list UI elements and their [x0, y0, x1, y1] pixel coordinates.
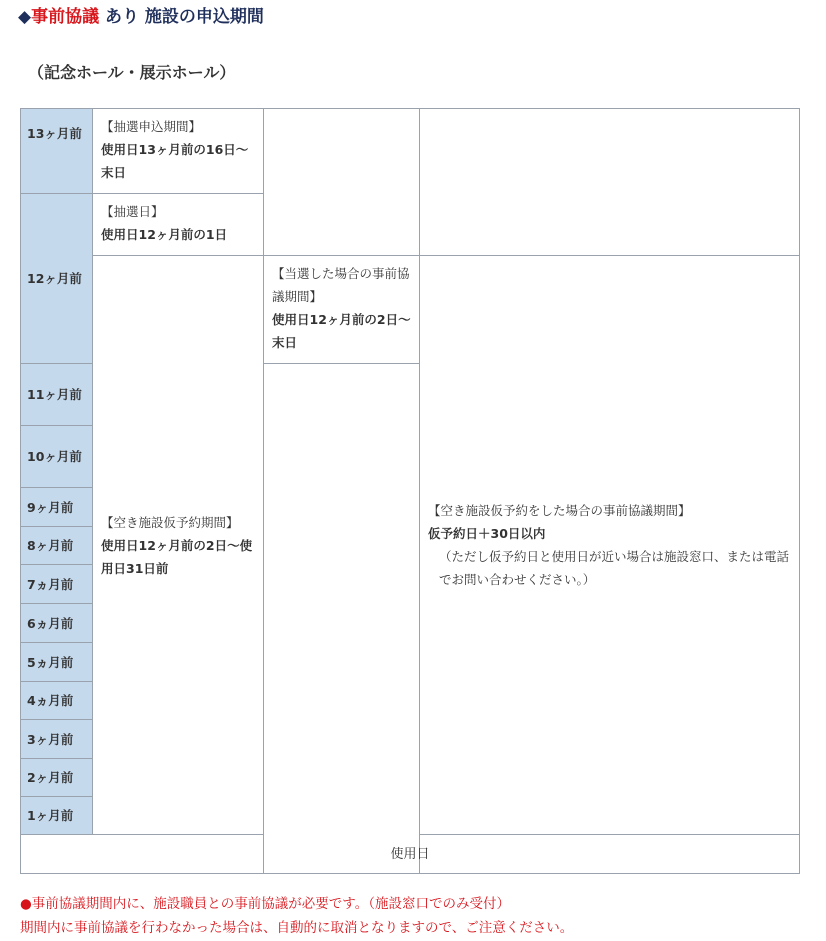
- month-5: 5ヵ月前: [21, 643, 93, 682]
- month-7: 7ヵ月前: [21, 565, 93, 604]
- month-11: 11ヶ月前: [21, 364, 93, 426]
- won-consult-heading: 【当選した場合の事前協議期間】: [272, 266, 410, 304]
- lottery-day-date: 使用日12ヶ月前の1日: [101, 227, 228, 242]
- month-2: 2ヶ月前: [21, 759, 93, 797]
- empty-cell: [420, 109, 800, 256]
- lottery-apply-period: 使用日13ヶ月前の16日～末日: [101, 142, 249, 180]
- month-12: 12ヶ月前: [21, 194, 93, 364]
- month-13: 13ヶ月前: [21, 109, 93, 194]
- vacant-consult-cell: [420, 256, 800, 835]
- notes: [20, 892, 573, 940]
- table-row: [21, 109, 800, 194]
- vacant-reservation-cell: [93, 256, 264, 835]
- application-period-table: [20, 108, 800, 874]
- month-9: 9ヶ月前: [21, 488, 93, 527]
- title-rest: あり 施設の申込期間: [99, 7, 264, 27]
- vacant-consult-period: 仮予約日＋30日以内: [428, 526, 546, 541]
- vacant-reservation-heading: 【空き施設仮予約期間】: [101, 514, 239, 530]
- vacant-consult-note: （ただし仮予約日と使用日が近い場合は施設窓口、または電話でお問い合わせください。）: [439, 549, 790, 587]
- use-day-bar: 使用日: [21, 835, 800, 874]
- month-4: 4ヵ月前: [21, 682, 93, 720]
- diamond-marker: ◆: [18, 7, 32, 27]
- title-highlight: 事前協議: [31, 7, 100, 27]
- table-row: [21, 835, 800, 874]
- table-row: [21, 256, 800, 364]
- note-line-2: 期間内に事前協議を行わなかった場合は、自動的に取消となりますので、ご注意ください。: [20, 920, 574, 936]
- month-10: 10ヶ月前: [21, 426, 93, 488]
- won-consult-period: 使用日12ヶ月前の2日～末日: [272, 312, 411, 350]
- lottery-apply-cell: [93, 109, 264, 194]
- page-subtitle: （記念ホール・展示ホール）: [28, 63, 236, 82]
- empty-cell: [264, 364, 420, 874]
- note-line-1: ●事前協議期間内に、施設職員との事前協議が必要です。（施設窓口でのみ受付）: [20, 896, 510, 912]
- month-3: 3ヶ月前: [21, 720, 93, 759]
- lottery-day-heading: 【抽選日】: [101, 204, 164, 219]
- lottery-day-cell: [93, 194, 264, 256]
- month-1: 1ヶ月前: [21, 797, 93, 835]
- month-6: 6ヵ月前: [21, 604, 93, 643]
- vacant-reservation-period: 使用日12ヶ月前の2日～使用日31日前: [101, 537, 253, 576]
- vacant-consult-heading: 【空き施設仮予約をした場合の事前協議期間】: [428, 503, 691, 518]
- lottery-apply-heading: 【抽選申込期間】: [101, 119, 202, 134]
- month-8: 8ヶ月前: [21, 527, 93, 565]
- won-consult-cell: [264, 256, 420, 364]
- empty-cell: [264, 109, 420, 256]
- page-title: [18, 2, 264, 27]
